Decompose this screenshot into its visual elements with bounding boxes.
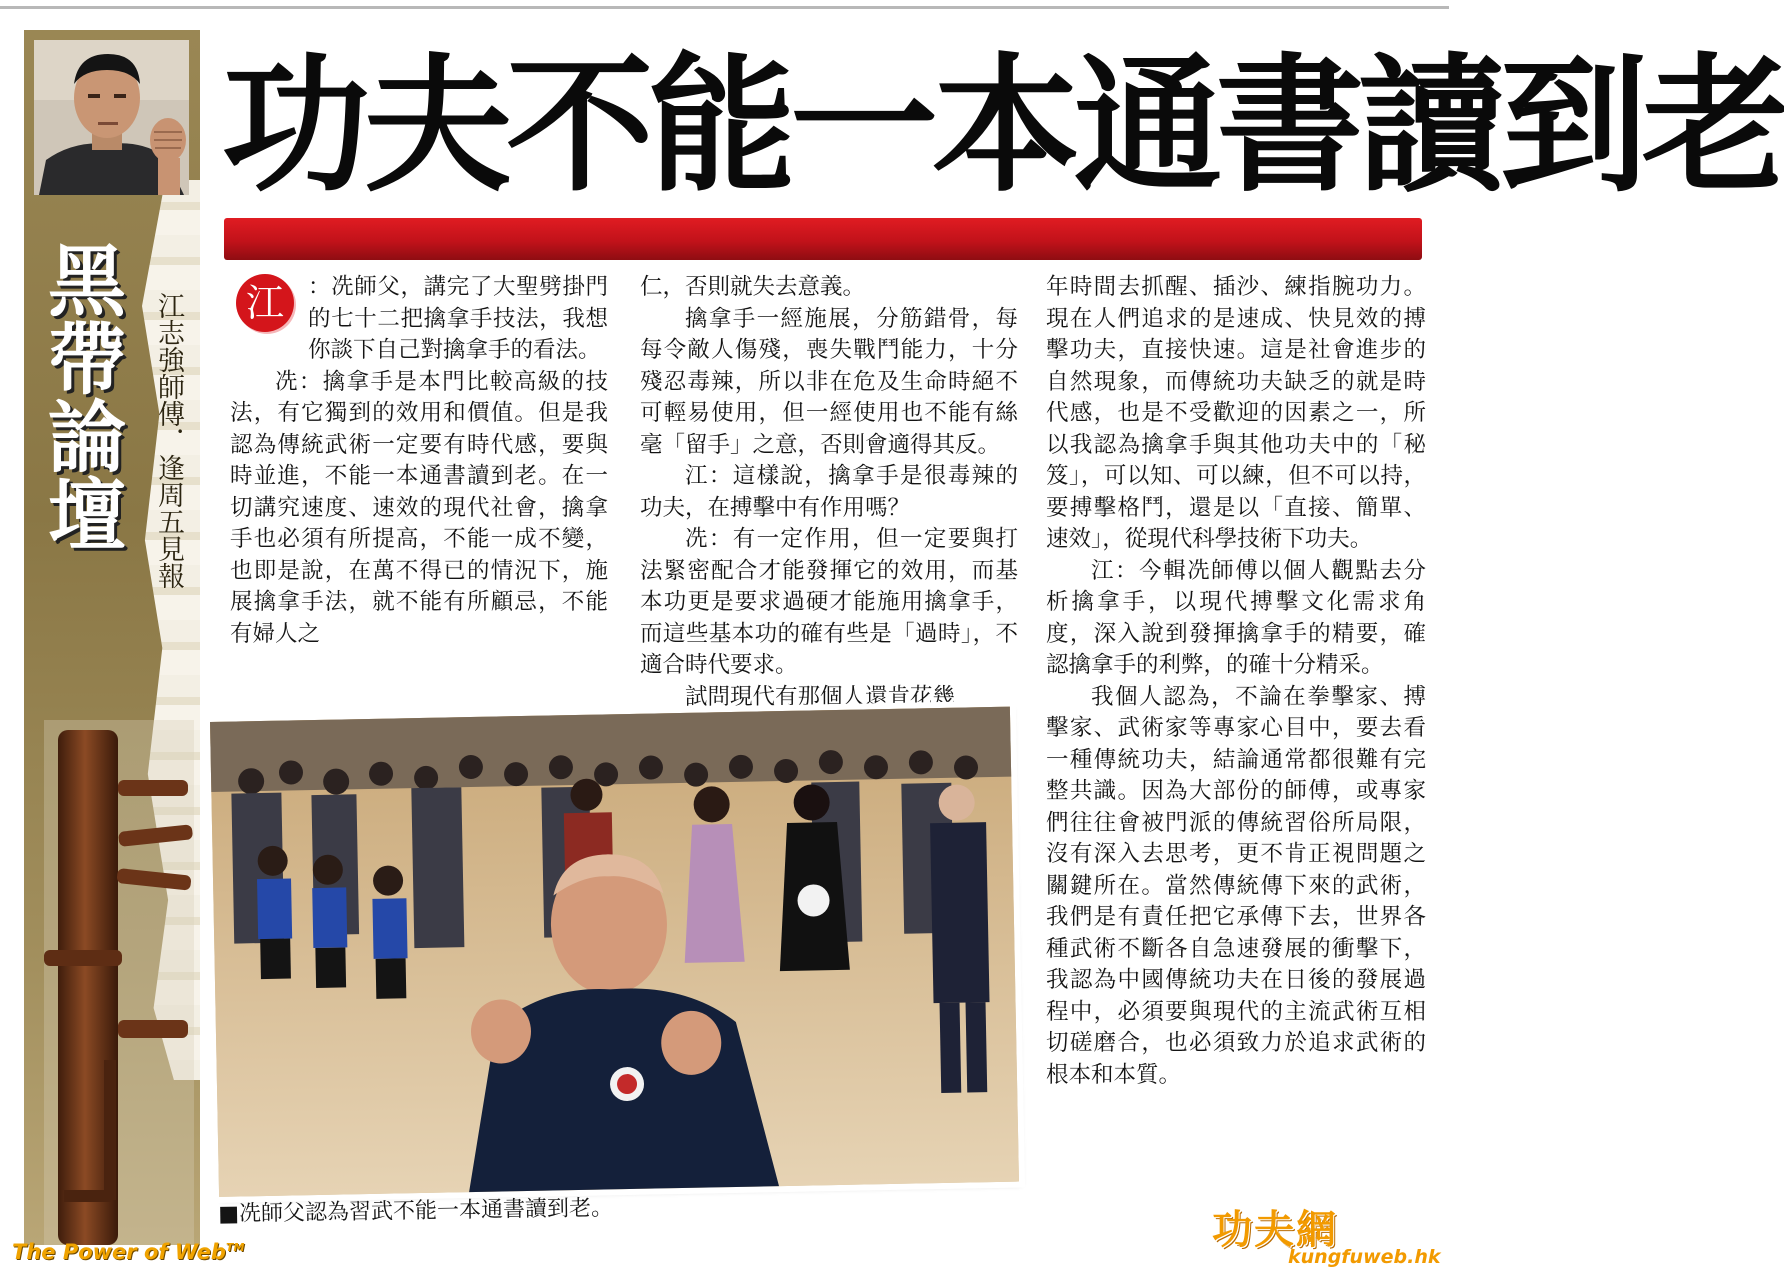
paragraph: ：冼師父，講完了大聖劈掛門的七十二把擒拿手技法，我想你談下自己對擒拿手的看法。 <box>308 274 608 363</box>
paragraph: 江：今輯冼師傅以個人觀點去分析擒拿手，以現代搏擊文化需求角度，深入說到發揮擒拿手的精要，確認擒拿手的利弊，的確十分精采。 <box>1046 557 1426 678</box>
columnist-byline: 江志強師傅．逢周五見報 <box>153 292 184 589</box>
paragraph: 我個人認為，不論在拳擊家、搏擊家、武術家等專家心目中，要去看一種傳統功夫，結論通常都很難有完整共識。因為大部份的師傅，或專家們往往會被門派的傳統習俗所局限，沒有深入去思考，更不肯正視問題之關鍵所在。當然傳統傳下來的武術，我們是有責任把它承傳下去，世界各種武術不斷各自急速發展的衝擊下，我認為中國傳統功夫在日後的發展過程中，必須要與現代的主流武術互相切磋磨合，也必須致力於追求武術的根本和本質。 <box>1046 683 1426 1088</box>
article-column-3 <box>1046 272 1426 1091</box>
dropcap: 江 <box>236 274 294 332</box>
column-sidebar <box>24 30 200 1245</box>
article-column-1 <box>230 272 608 650</box>
paragraph: 冼：有一定作用，但一定要與打法緊密配合才能發揮它的效用，而基本功更是要求過硬才能施用擒拿手，而這些基本功的確有些是「過時」，不適合時代要求。 <box>640 526 1018 678</box>
photo-caption: ■冼師父認為習武不能一本通書讀到老。 <box>218 1195 614 1227</box>
top-rule <box>0 6 1449 9</box>
dropcap-container <box>230 272 306 336</box>
paragraph: 仁，否則就失去意義。 <box>640 274 866 300</box>
paragraph: 年時間去抓醒、插沙、練指腕功力。現在人們追求的是速成、快見效的搏擊功夫，直接快速。這是社會進步的自然現象，而傳統功夫缺乏的就是時代感，也是不受歡迎的因素之一，所以我認為擒拿手與其他功夫中的「秘笈」，可以知、可以練，但不可以持，要搏擊格鬥，還是以「直接、簡單、速效」，從現代科學技術下功夫。 <box>1046 274 1426 552</box>
article-column-2 <box>640 272 1018 713</box>
wooden-dummy-illustration <box>44 720 194 1245</box>
paragraph: 試問現代有那個人還肯花幾 <box>685 683 956 710</box>
trademark-mark: TM <box>225 1241 245 1254</box>
column-name: 黑帶論壇 <box>35 240 125 552</box>
watermark-url: kungfuweb.hk <box>1288 1246 1441 1268</box>
headline-red-bar <box>224 218 1422 260</box>
watermark-tagline-text: The Power of Web <box>12 1240 226 1264</box>
watermark-logo: 功夫網 <box>1212 1206 1338 1253</box>
paragraph: 冼：擒拿手是本門比較高級的技法，有它獨到的效用和價值。但是我認為傳統武術一定要有時代感，要與時並進，不能一本通書讀到老。在一切講究速度、速效的現代社會，擒拿手也必須有所提高，不能一成不變，也即是說，在萬不得已的情況下，施展擒拿手法，就不能有所顧忌，不能有婦人之 <box>230 368 608 647</box>
paragraph: 擒拿手一經施展，分筋錯骨，每每令敵人傷殘，喪失戰鬥能力，十分殘忍毒辣，所以非在危及生命時絕不可輕易使用，但一經使用也不能有絲毫「留手」之意，否則會適得其反。 <box>640 305 1018 458</box>
watermark-tagline <box>12 1240 244 1264</box>
paragraph: 江：這樣說，擒拿手是很毒辣的功夫，在搏擊中有作用嗎？ <box>640 463 1018 521</box>
columnist-portrait <box>34 40 189 195</box>
article-photo <box>210 707 1019 1197</box>
headline: 功夫不能一本通書讀到老 <box>222 38 1784 212</box>
